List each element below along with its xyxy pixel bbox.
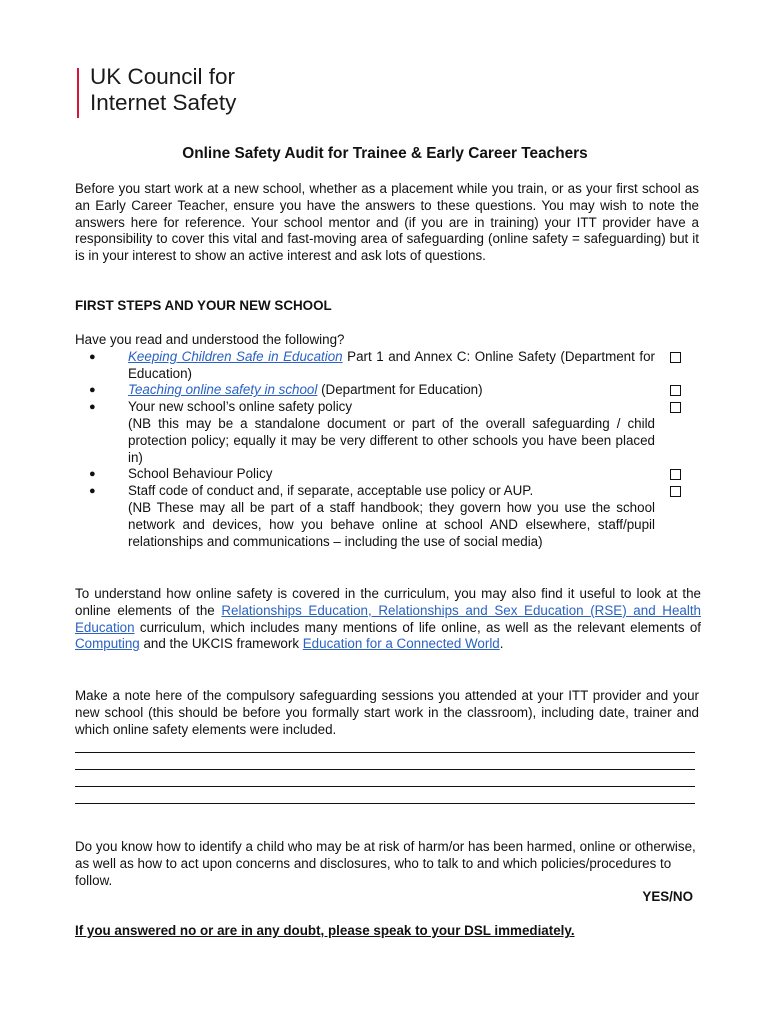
note-line[interactable] bbox=[75, 803, 695, 804]
rse-link[interactable]: Relationships Education, Relationships and Sex Education (RSE) and Health Education bbox=[75, 602, 701, 635]
checklist-question: Have you read and understood the following? bbox=[75, 332, 345, 347]
online-safety-policy-note: (NB this may be a standalone document or part of the overall safeguarding / child protection policy; equally it may be very different to other schools you have been placed in) bbox=[128, 415, 655, 465]
code-of-conduct-text: Staff code of conduct and, if separate, acceptable use policy or AUP. bbox=[128, 483, 534, 499]
note-line[interactable] bbox=[75, 752, 695, 753]
checklist-item-online-safety-policy bbox=[75, 399, 703, 466]
logo-accent-bar bbox=[77, 68, 79, 118]
online-safety-policy-checkbox[interactable] bbox=[670, 402, 681, 413]
bullet-icon: ● bbox=[89, 485, 96, 498]
page-title: Online Safety Audit for Trainee & Early Career Teachers bbox=[182, 145, 588, 162]
note-line[interactable] bbox=[75, 769, 695, 770]
bullet-icon: ● bbox=[89, 384, 96, 397]
note-line[interactable] bbox=[75, 786, 695, 787]
kcsie-text: Part 1 and Annex C: Online Safety (Department for Education) bbox=[128, 348, 655, 381]
checklist-item-behaviour-policy bbox=[75, 466, 703, 483]
ukcis-logo bbox=[77, 64, 236, 116]
connected-world-link[interactable]: Education for a Connected World bbox=[302, 636, 500, 652]
logo-line-2: Internet Safety bbox=[90, 90, 237, 115]
logo-line-1: UK Council for bbox=[90, 64, 236, 89]
kcsie-link[interactable]: Keeping Children Safe in Education bbox=[128, 348, 343, 364]
checklist-item-code-of-conduct bbox=[75, 483, 703, 550]
bullet-icon: ● bbox=[89, 350, 96, 363]
section-heading: FIRST STEPS AND YOUR NEW SCHOOL bbox=[75, 298, 332, 313]
risk-question: Do you know how to identify a child who may be at risk of harm/or has been harmed, online or otherwise, as well as how to act upon concerns and disclosures, who to talk to and which policies/procedures to follow. bbox=[75, 839, 696, 888]
computing-link[interactable]: Computing bbox=[75, 636, 140, 652]
teaching-online-safety-link[interactable]: Teaching online safety in school bbox=[128, 382, 318, 398]
teaching-online-safety-text: (Department for Education) bbox=[317, 382, 483, 398]
curriculum-paragraph bbox=[75, 586, 701, 653]
yes-no-answer[interactable]: YES/NO bbox=[642, 889, 693, 904]
kcsie-checkbox[interactable] bbox=[670, 352, 681, 363]
note-lines[interactable] bbox=[75, 752, 695, 820]
reading-checklist bbox=[75, 332, 703, 550]
safeguarding-note-prompt: Make a note here of the compulsory safeguarding sessions you attended at your ITT provider and your new school (this should be before you formally start work in the classroom), including date, trainer and which online safety elements were included. bbox=[75, 688, 699, 737]
behaviour-policy-checkbox[interactable] bbox=[670, 469, 681, 480]
bullet-icon: ● bbox=[89, 468, 96, 481]
checklist-item-kcsie bbox=[75, 349, 703, 383]
online-safety-policy-text: Your new school’s online safety policy bbox=[128, 399, 353, 415]
behaviour-policy-text: School Behaviour Policy bbox=[128, 466, 273, 482]
checklist-items bbox=[75, 349, 703, 551]
dsl-warning: If you answered no or are in any doubt, please speak to your DSL immediately. bbox=[75, 923, 575, 938]
curriculum-text-2: curriculum, which includes many mentions of life online, as well as the relevant elements of bbox=[134, 619, 701, 635]
logo-text bbox=[90, 64, 236, 116]
code-of-conduct-note: (NB These may all be part of a staff handbook; they govern how you use the school network and devices, how you behave online at school AND elsewhere, staff/pupil relationships and communications – including the use of social media) bbox=[128, 499, 655, 549]
curriculum-text-1: To understand how online safety is covered in the curriculum, you may also find it useful to look at the online elements of the bbox=[75, 586, 701, 618]
bullet-icon: ● bbox=[89, 401, 96, 414]
teaching-online-safety-checkbox[interactable] bbox=[670, 385, 681, 396]
curriculum-text-3: and the UKCIS framework bbox=[139, 636, 303, 652]
curriculum-text-4: . bbox=[499, 636, 504, 652]
intro-paragraph: Before you start work at a new school, whether as a placement while you train, or as your first school as an Early Career Teacher, ensure you have the answers to these questions. You may wish to note the answers here for reference. Your school mentor and (if you are in training) your ITT provider have a responsibility to cover this vital and fast-moving area of safeguarding (online safety = safeguarding) but it is in your interest to show an active interest and ask lots of questions. bbox=[75, 181, 699, 264]
checklist-item-teaching-online-safety bbox=[75, 382, 703, 399]
code-of-conduct-checkbox[interactable] bbox=[670, 486, 681, 497]
